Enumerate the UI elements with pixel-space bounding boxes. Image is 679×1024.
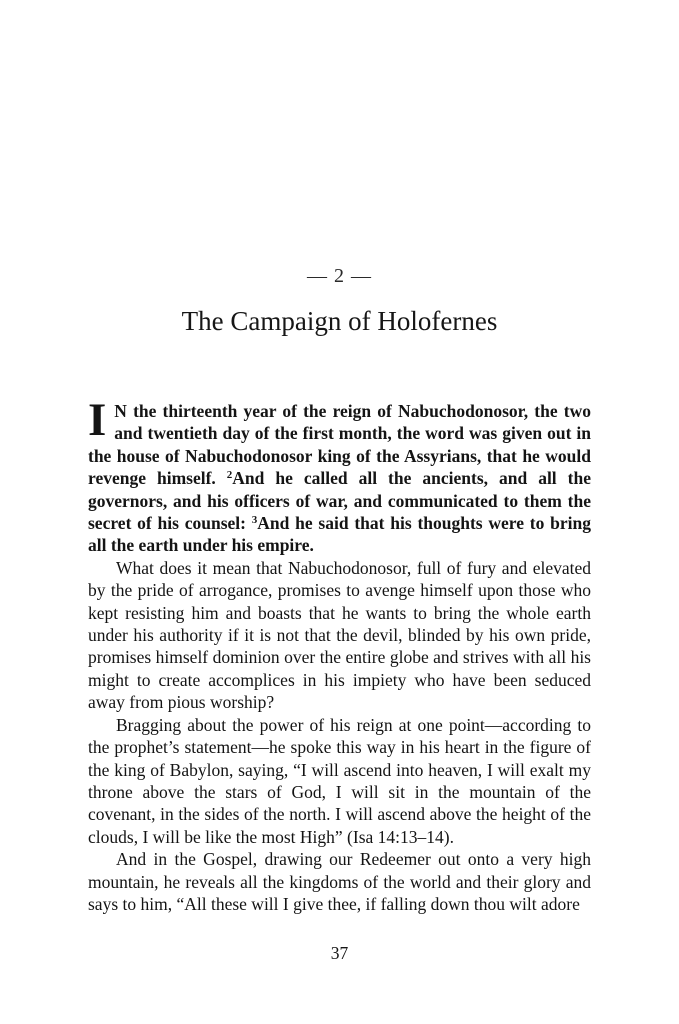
paragraph-commentary-1: What does it mean that Nabuchodonosor, full of fury and elevated by the pride of arrogance, promises to avenge himself upon those who kept resisting him and boasts that he wants to bring the whole earth under his authority if it is not that the devil, blinded by his own pride, promises himself dominion over the entire globe and strives with all his might to create accomplices in his impiety who have been seduced away from pious worship? bbox=[88, 557, 591, 713]
body-text bbox=[88, 394, 592, 915]
paragraph-commentary-3: And in the Gospel, drawing our Redeemer out onto a very high mountain, he reveals all the kingdoms of the world and their glory and says to him, “All these will I give thee, if falling down thou wilt adore bbox=[88, 849, 591, 914]
opening-paragraph bbox=[88, 394, 592, 557]
page-content bbox=[0, 263, 679, 915]
opening-text-2: And he called all the ancients, and all the governors, and his officers of war, and communicated to them the secret of his counsel: bbox=[88, 468, 591, 534]
opening-text-3: And he said that his thoughts were to bring all the earth under his empire. bbox=[88, 513, 592, 556]
page-number: 37 bbox=[330, 943, 349, 963]
chapter-title: The Campaign of Holofernes bbox=[181, 306, 498, 336]
verse-number-2: 2 bbox=[226, 469, 233, 482]
chapter-number: — 2 — bbox=[307, 265, 372, 287]
opening-text-1: N the thirteenth year of the reign of Nabuchodonosor, the two and twentieth day of the first month, the word was given out in the house of Nabuchodonosor king of the Assyrians, that he would revenge himself. bbox=[88, 401, 591, 489]
verse-number-3: 3 bbox=[251, 514, 258, 527]
drop-cap: I bbox=[88, 394, 107, 446]
paragraph-commentary-2: Bragging about the power of his reign at one point—according to the prophet’s statement—he spoke this way in his heart in the figure of the king of Babylon, saying, “I will ascend into heaven, I will exalt my throne above the stars of God, I will sit in the mountain of the covenant, in the sides of the north. I will ascend above the height of the clouds, I will be like the most High” (Isa 14:13–14). bbox=[88, 714, 591, 847]
